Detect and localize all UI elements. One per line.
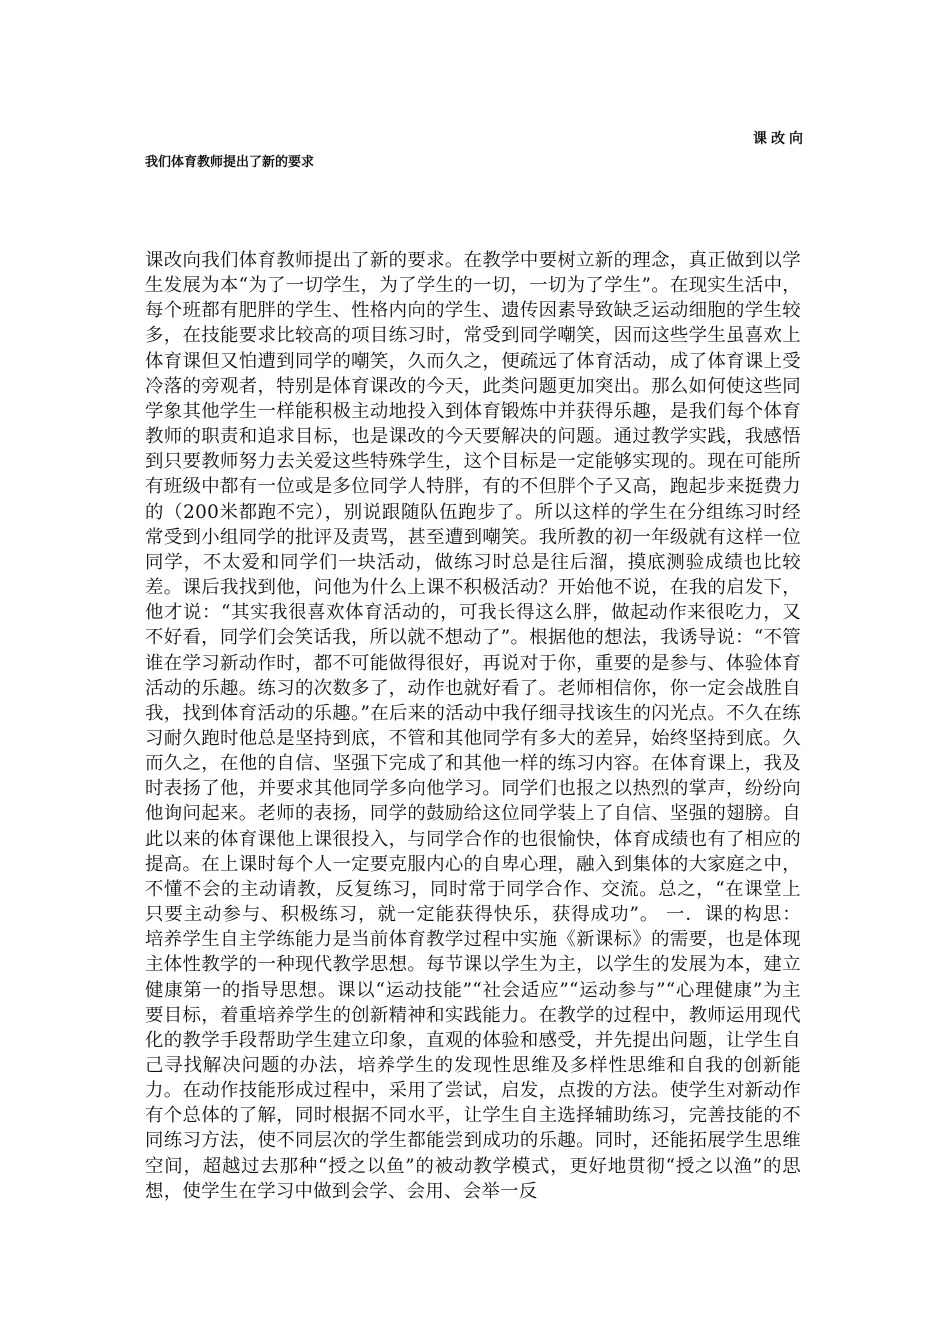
body-paragraph: 课改向我们体育教师提出了新的要求。在教学中要树立新的理念，真正做到以学生发展为本“为了一切学生，为了学生的一切，一切为了学生”。在现实生活中，每个班都有肥胖的学生、性格内向的学生、遗传因素导致缺乏运动细胞的学生较多，在技能要求比较高的项目练习时，常受到同学嘲笑，因而这些学生虽喜欢上体育课但又怕遭到同学的嘲笑，久而久之，便疏远了体育活动，成了体育课上受冷落的旁观者，特别是体育课改的今天，此类问题更加突出。那么如何使这些同学象其他学生一样能积极主动地投入到体育锻炼中并获得乐趣，是我们每个体育教师的职责和追求目标，也是课改的今天要解决的问题。通过教学实践，我感悟到只要教师努力去关爱这些特殊学生，这个目标是一定能够实现的。现在可能所有班级中都有一位或是多位同学人特胖，有的不但胖个子又高，跑起步来挺费力的（200米都跑不完），别说跟随队伍跑步了。所以这样的学生在分组练习时经常受到小组同学的批评及责骂，甚至遭到嘲笑。我所教的初一年级就有这样一位同学，不太爱和同学们一块活动，做练习时总是往后溜，摸底测验成绩也比较差。课后我找到他，问他为什么上课不积极活动？开始他不说，在我的启发下，他才说：“其实我很喜欢体育活动的，可我长得这么胖，做起动作来很吃力，又不好看，同学们会笑话我，所以就不想动了”。根据他的想法，我诱导说：“不管谁在学习新动作时，都不可能做得很好，再说对于你，重要的是参与、体验体育活动的乐趣。练习的次数多了，动作也就好看了。老师相信你，你一定会战胜自我，找到体育活动的乐趣。”在后来的活动中我仔细寻找该生的闪光点。不久在练习耐久跑时他总是坚持到底，不管和其他同学有多大的差异，始终坚持到底。久而久之，在他的自信、坚强下完成了和其他一样的练习内容。在体育课上，我及时表扬了他，并要求其他同学多向他学习。同学们也报之以热烈的掌声，纷纷向他询问起来。老师的表扬，同学的鼓励给这位同学装上了自信、坚强的翅膀。自此以来的体育课他上课很投入，与同学合作的也很愉快，体育成绩也有了相应的提高。在上课时每个人一定要克服内心的自卑心理，融入到集体的大家庭之中，不懂不会的主动请教，反复练习，同时常于同学合作、交流。总之，“在课堂上只要主动参与、积极练习，就一定能获得快乐，获得成功”。 一．课的构思： 培养学生自主学练能力是当前体育教学过程中实施《新课标》的需要，也是体现主体性教学的一种现代教学思想。每节课以学生为主，以学生的发展为本，建立健康第一的指导思想。课以“运动技能”“社会适应”“运动参与”“心理健康”为主要目标，着重培养学生的创新精神和实践能力。在教学的过程中，教师运用现代化的教学手段帮助学生建立印象，直观的体验和感受，并先提出问题，让学生自己寻找解决问题的办法，培养学生的发现性思维及多样性思维和自我的创新能力。在动作技能形成过程中，采用了尝试，启发，点拨的方法。使学生对新动作有个总体的了解，同时根据不同水平，让学生自主选择辅助练习，完善技能的不同练习方法，使不同层次的学生都能尝到成功的乐趣。同时，还能拓展学生思维空间，超越过去那种“授之以鱼”的被动教学模式，更好地贯彻“授之以渔”的思想，使学生在学习中做到会学、会用、会举一反 [145, 250, 801, 1202]
header-title-right: 课改向 [753, 131, 807, 147]
header-title-left: 我们体育教师提出了新的要求 [145, 155, 315, 170]
